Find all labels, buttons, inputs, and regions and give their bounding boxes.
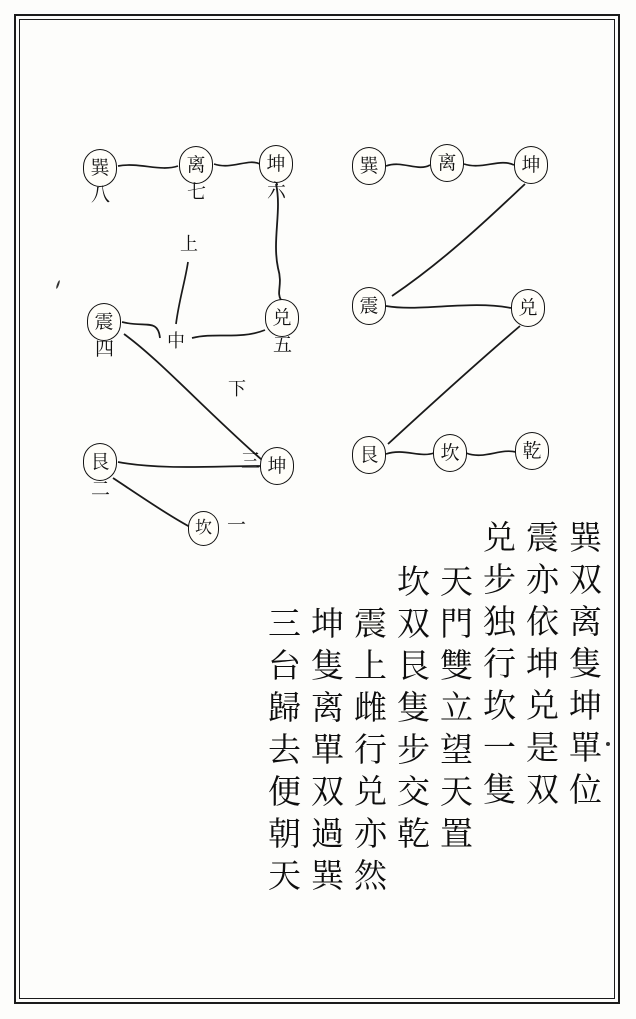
- node-right-kan[interactable]: 坎: [433, 434, 467, 472]
- verse-column-5: 坎双艮隻步交乾: [392, 564, 431, 858]
- verse-column-7: 坤隻离單双過巽: [306, 606, 345, 900]
- node-left-xun[interactable]: 巽: [83, 149, 117, 187]
- node-left-dui[interactable]: 兑: [265, 299, 299, 337]
- verse-column-2: 震亦依坤兑是双: [521, 520, 560, 814]
- verse-column-4: 天門雙立望天置: [435, 564, 474, 858]
- node-right-xun[interactable]: 巽: [352, 147, 386, 185]
- node-left-gen[interactable]: 艮: [83, 443, 117, 481]
- node-left-kan[interactable]: 坎: [188, 511, 219, 546]
- node-right-qian[interactable]: 乾: [515, 432, 549, 470]
- verse-column-6: 震上雌行兑亦然: [349, 606, 388, 900]
- node-left-gen-number: 二: [91, 478, 111, 500]
- node-left-dui-number: 五: [273, 334, 293, 356]
- node-right-kun[interactable]: 坤: [514, 146, 548, 184]
- verse-column-8: 三台歸去便朝天: [263, 606, 302, 900]
- verse-column-1: 巽双离隻坤單位: [564, 520, 603, 814]
- node-right-zhen[interactable]: 震: [352, 287, 386, 325]
- node-left-qian-number: 三: [241, 450, 261, 472]
- node-left-qian[interactable]: 坤: [260, 447, 294, 485]
- node-right-dui[interactable]: 兑: [511, 289, 545, 327]
- node-right-li[interactable]: 离: [430, 144, 464, 182]
- verse-text-block: [40, 520, 603, 980]
- node-left-kun-number: 六: [267, 180, 287, 202]
- node-left-xun-number: 八: [91, 184, 111, 206]
- page-speck-2: [606, 742, 610, 746]
- node-left-zhen[interactable]: 震: [87, 303, 121, 341]
- node-left-li-number: 七: [187, 181, 207, 203]
- position-label-shang: 上: [180, 234, 198, 255]
- verse-column-3: 兑步独行坎一隻: [478, 520, 517, 814]
- position-label-zhong: 中: [167, 331, 185, 352]
- node-left-kan-number: 一: [227, 514, 247, 536]
- node-left-kun[interactable]: 坤: [259, 145, 293, 183]
- node-left-zhen-number: 四: [95, 338, 115, 360]
- node-right-gen[interactable]: 艮: [352, 436, 386, 474]
- node-left-li[interactable]: 离: [179, 146, 213, 184]
- position-label-xia: 下: [228, 379, 246, 400]
